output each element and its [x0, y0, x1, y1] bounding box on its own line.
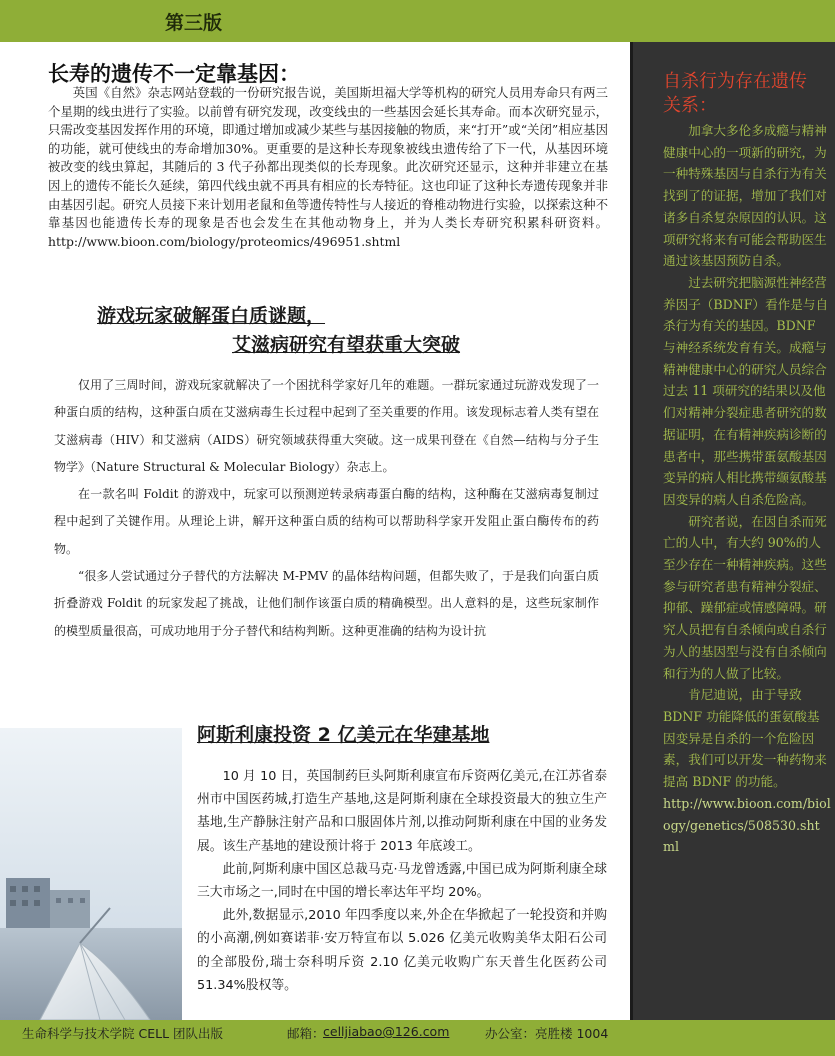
- header-band: [0, 0, 835, 42]
- sidebar: [630, 42, 835, 1020]
- sidebar-source-link[interactable]: http://www.bioon.com/biology/genetics/508530.shtml: [663, 795, 831, 855]
- article3-body: [197, 765, 607, 997]
- sidebar-title: 自杀行为存在遗传关系：: [663, 71, 807, 116]
- sidebar-paragraph: 肯尼迪说，由于导致 BDNF 功能降低的蛋氨酸基因变异是自杀的一个危险因素，我们可以开发一种药物来提高 BDNF 的功能。: [663, 687, 827, 790]
- article3-paragraph: 10 月 10 日，英国制药巨头阿斯利康宣布斥资两亿美元,在江苏省泰州市中国医药城,打造生产基地,这是阿斯利康在全球投资最大的独立生产基地,生产静脉注射产品和口服固体片剂,以推动阿斯利康在中国的业务发展。该生产基地的建设预计将于 2013 年底竣工。: [197, 769, 607, 854]
- article2-title-line2: 艾滋病研究有望获重大突破: [232, 334, 461, 356]
- article2-paragraph: “很多人尝试通过分子替代的方法解决 M-PMV 的晶体结构问题，但都失败了，于是我们向蛋白质折叠游戏 Foldit 的玩家发起了挑战，让他们制作该蛋白质的精确模型。出人意料的是，这些玩家制作的模型质量很高，可成功地用于分子替代和结构判断。这种更准确的结构为设计抗: [54, 569, 599, 638]
- article2-paragraph: 在一款名叫 Foldit 的游戏中，玩家可以预测逆转录病毒蛋白酶的结构，这种酶在艾滋病毒复制过程中起到了关键作用。从理论上讲，解开这种蛋白质的结构可以帮助科学家开发阻止蛋白酶传布的药物。: [54, 487, 599, 556]
- sidebar-body: [663, 120, 831, 858]
- footer-office: 办公室：亮胜楼 1004: [485, 1026, 609, 1041]
- article2-title-line1: 游戏玩家破解蛋白质谜题，: [97, 305, 326, 327]
- article3-paragraph: 此前,阿斯利康中国区总裁马克·马龙曾透露,中国已成为阿斯利康全球三大市场之一,同时在中国的增长率达年平均 20%。: [197, 861, 607, 901]
- article3-paragraph: 此外,数据显示,2010 年四季度以来,外企在华掀起了一轮投资和并购的小高潮,例如赛诺菲·安万特宣布以 5.026 亿美元收购美华太阳石公司的全部股份,瑞士奈科明斥资 2.10 亿美元收购广东天普生化医药公司 51.34%股权等。: [197, 908, 607, 993]
- article1-title: 长寿的遗传不一定靠基因：: [48, 62, 300, 86]
- edition-label: 第三版: [165, 12, 223, 34]
- footer-email-label: 邮箱：: [287, 1026, 325, 1041]
- article2-body: [54, 372, 599, 645]
- article3-title: 阿斯利康投资 2 亿美元在华建基地: [197, 724, 490, 746]
- sidebar-paragraph: 研究者说，在因自杀而死亡的人中，有大约 90%的人至少存在一种精神疾病。这些参与研究者患有精神分裂症、抑郁、躁郁症或情感障碍。研究人员把有自杀倾向或自杀行为人的基因型与没有自杀倾向和行为的人做了比较。: [663, 513, 827, 681]
- sidebar-paragraph: 加拿大多伦多成瘾与精神健康中心的一项新的研究，为一种特殊基因与自杀行为有关找到了的证据，增加了我们对诸多自杀复杂原因的认识。这项研究将来有可能会帮助医生通过该基因预防自杀。: [663, 123, 827, 269]
- article2-paragraph: 仅用了三周时间，游戏玩家就解决了一个困扰科学家好几年的难题。一群玩家通过玩游戏发现了一种蛋白质的结构，这种蛋白质在艾滋病毒生长过程中起到了至关重要的作用。该发现标志着人类有望在艾滋病毒（HIV）和艾滋病（AIDS）研究领域获得重大突破。这一成果刊登在《自然—结构与分子生物学》（Nature Structural & Molecular Biology）杂志上。: [54, 378, 599, 474]
- footer-email-link[interactable]: celljiabao@126.com: [323, 1024, 450, 1039]
- footer-band: [0, 1020, 835, 1056]
- article1-body: 英国《自然》杂志网站登载的一份研究报告说，美国斯坦福大学等机构的研究人员用寿命只有两三个星期的线虫进行了实验。以前曾有研究发现，改变线虫的一些基因会延长其寿命。而本次研究显示，只需改变基因发挥作用的环境，即通过增加或减少某些与基因接触的物质，来“打开”或“关闭”相应基因的功能，就可使线虫的寿命增加30%。更重要的是这种长寿现象被线虫遗传给了下一代，从基因环境被改变的线虫算起，其随后的 3 代子孙都出现类似的长寿现象。此次研究还显示，这种并非建立在基因上的遗传不能长久延续，第四代线虫就不再具有相应的长寿特征。这也印证了这种长寿遗传现象并非由基因引起。研究人员接下来计划用老鼠和鱼等遗传特性与人接近的脊椎动物进行实验，以探索这种不靠基因也能遗传长寿的现象是否也会发生在其他动物身上，并为人类长寿研究积累科研资料。http://www.bioon.com/biology/proteomics/496951.shtml: [48, 85, 608, 249]
- building-photo: [0, 728, 182, 1020]
- footer-publisher: 生命科学与技术学院 CELL 团队出版: [22, 1026, 224, 1041]
- sidebar-paragraph: 过去研究把脑源性神经营养因子（BDNF）看作是与自杀行为有关的基因。BDNF 与神经系统发育有关。成瘾与精神健康中心的研究人员综合过去 11 项研究的结果以及他们对精神分裂症患者研究的数据证明，在有精神疾病诊断的患者中，那些携带蛋氨酸基因变异的病人相比携带缬氨酸基因变异的病人自杀危险高。: [663, 274, 829, 507]
